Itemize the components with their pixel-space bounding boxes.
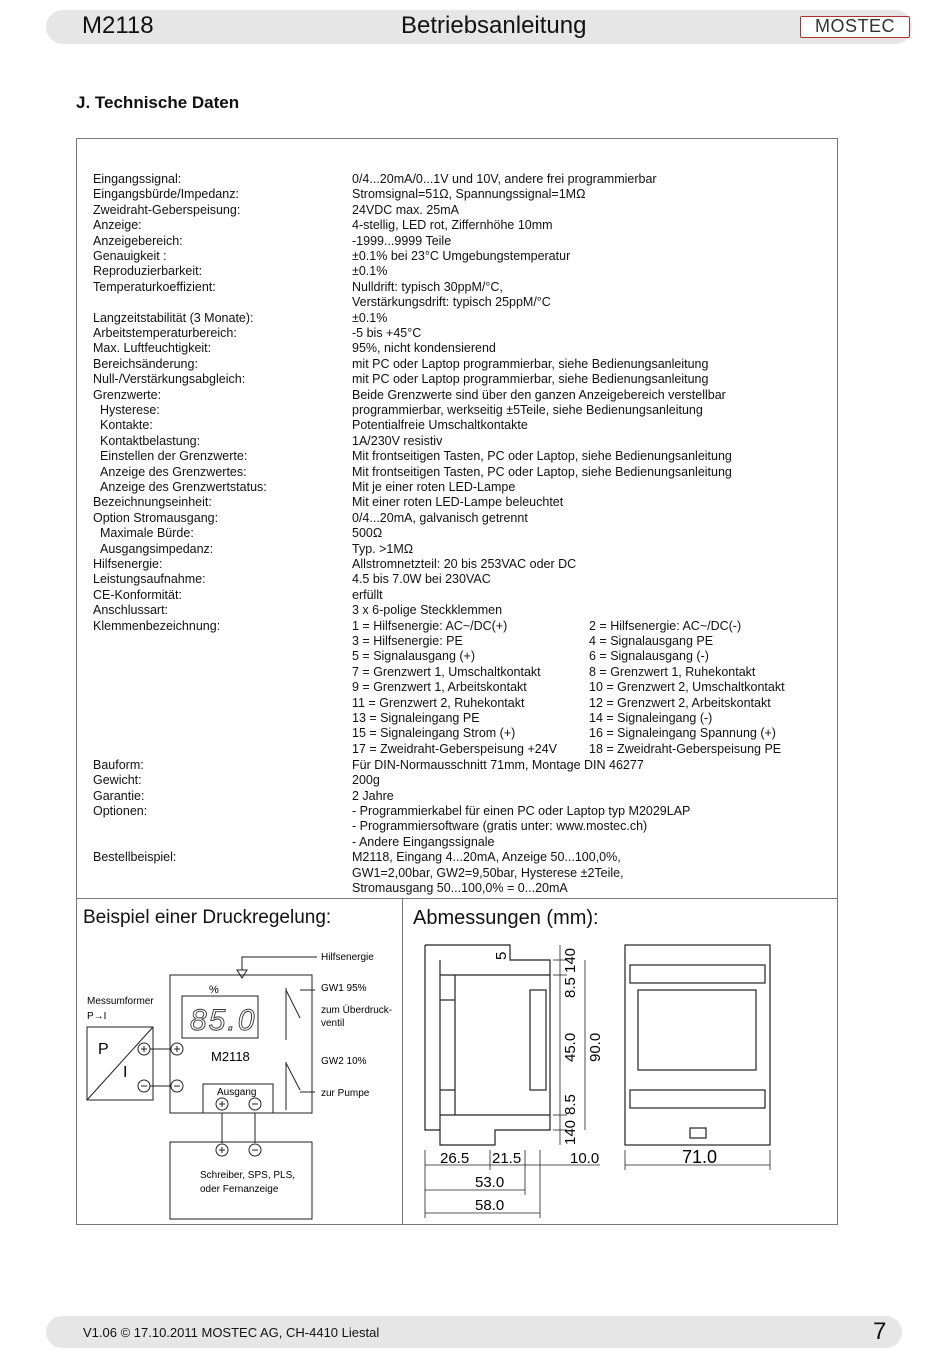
spec-label: Anschlussart:	[93, 603, 169, 618]
label-ausgang: Ausgang	[217, 1087, 257, 1098]
label-hilfsenergie: Hilfsenergie	[321, 952, 374, 963]
spec-label: Kontaktbelastung:	[100, 433, 201, 448]
terminal-right: 2 = Hilfsenergie: AC~/DC(-)	[589, 618, 742, 633]
spec-value: Stromsignal=51Ω, Spannungssignal=1MΩ	[352, 187, 586, 202]
dim-5: 5	[493, 951, 510, 960]
spec-value: - Andere Eingangssignale	[352, 834, 495, 849]
terminal-left: 15 = Signaleingang Strom (+)	[352, 726, 516, 741]
terminal-right: 14 = Signaleingang (-)	[589, 711, 713, 725]
spec-label: Zweidraht-Geberspeisung:	[93, 202, 241, 217]
header-model: M2118	[82, 12, 154, 39]
spec-value: programmierbar, werkseitig ±5Teile, siehe Bedienungsanleitung	[352, 403, 703, 417]
spec-value: -5 bis +45°C	[352, 326, 422, 340]
spec-value: Mit je einer roten LED-Lampe	[352, 480, 516, 494]
spec-label: Anzeige des Grenzwertstatus:	[100, 480, 267, 494]
dim-265: 26.5	[440, 1150, 470, 1167]
spec-label: Temperaturkoeffizient:	[93, 279, 216, 294]
spec-value: 200g	[352, 773, 380, 788]
label-model: M2118	[211, 1049, 250, 1064]
spec-value: ±0.1% bei 23°C Umgebungstemperatur	[352, 249, 571, 263]
spec-value: 4.5 bis 7.0W bei 230VAC	[352, 572, 491, 587]
terminal-right: 12 = Grenzwert 2, Arbeitskontakt	[589, 695, 771, 710]
spec-value: Stromausgang 50...100,0% = 0...20mA	[352, 880, 568, 895]
label-i: I	[123, 1064, 128, 1081]
section-title: J. Technische Daten	[76, 93, 240, 112]
spec-value: GW1=2,00bar, GW2=9,50bar, Hysterese ±2Teile,	[352, 865, 624, 880]
dim-85-top: 8.5	[562, 977, 579, 998]
dim-100: 10.0	[570, 1150, 600, 1167]
spec-value: M2118, Eingang 4...20mA, Anzeige 50...100,0%,	[352, 850, 621, 865]
dim-140-bottom: 140	[562, 1119, 579, 1145]
spec-value: Für DIN-Normausschnitt 71mm, Montage DIN 46277	[352, 757, 644, 772]
terminal-left: 13 = Signaleingang PE	[352, 711, 480, 725]
spec-value: -1999...9999 Teile	[352, 233, 452, 248]
terminal-left: 11 = Grenzwert 2, Ruhekontakt	[352, 695, 525, 710]
dim-530: 53.0	[475, 1174, 505, 1191]
terminal-right: 18 = Zweidraht-Geberspeisung PE	[589, 741, 782, 756]
dim-710: 71.0	[682, 1147, 718, 1167]
spec-label: Hilfsenergie:	[93, 557, 163, 571]
terminal-right: 16 = Signaleingang Spannung (+)	[589, 726, 776, 741]
spec-label: Max. Luftfeuchtigkeit:	[93, 341, 212, 356]
mostec-logo: MOSTEC	[800, 16, 910, 38]
spec-value: 2 Jahre	[352, 788, 394, 803]
spec-label: Genauigkeit :	[93, 249, 167, 263]
spec-label: Reproduzierbarkeit:	[93, 264, 203, 279]
terminal-right: 8 = Grenzwert 1, Ruhekontakt	[589, 664, 756, 679]
spec-label: Maximale Bürde:	[100, 526, 194, 541]
terminal-left: 7 = Grenzwert 1, Umschaltkontakt	[352, 664, 541, 679]
spec-value: Mit einer roten LED-Lampe beleuchtet	[352, 495, 564, 510]
spec-label: Langzeitstabilität (3 Monate):	[93, 310, 254, 325]
spec-value: 24VDC max. 25mA	[352, 202, 459, 217]
page-number: 7	[873, 1318, 887, 1345]
footer-text: V1.06 © 17.10.2011 MOSTEC AG, CH-4410 Liestal	[83, 1325, 380, 1340]
spec-label: Anzeigebereich:	[93, 233, 183, 248]
spec-value: Verstärkungsdrift: typisch 25ppM/°C	[352, 295, 551, 310]
terminal-left: 1 = Hilfsenergie: AC~/DC(+)	[352, 618, 508, 633]
dim-140-top: 140	[562, 947, 579, 973]
example-title: Beispiel einer Druckregelung:	[83, 907, 332, 928]
spec-label: Null-/Verstärkungsabgleich:	[93, 372, 246, 387]
dim-450: 45.0	[562, 1032, 579, 1062]
spec-label: Hysterese:	[100, 403, 160, 417]
spec-value: Beide Grenzwerte sind über den ganzen Anzeigebereich verstellbar	[352, 387, 726, 402]
dim-215: 21.5	[492, 1150, 522, 1167]
spec-label: Garantie:	[93, 788, 145, 803]
spec-value: Allstromnetzteil: 20 bis 253VAC oder DC	[352, 557, 577, 571]
frame-divider	[76, 898, 838, 899]
terminal-left: 17 = Zweidraht-Geberspeisung +24V	[352, 741, 557, 756]
terminal-right: 6 = Signalausgang (-)	[589, 649, 709, 664]
spec-label: Anzeige:	[93, 218, 142, 233]
spec-label: Gewicht:	[93, 773, 142, 788]
spec-value: mit PC oder Laptop programmierbar, siehe Bedienungsanleitung	[352, 372, 709, 387]
header-title: Betriebsanleitung	[401, 12, 587, 39]
spec-value: Potentialfreie Umschaltkontakte	[352, 418, 528, 433]
label-schreiber: Schreiber, SPS, PLS,	[200, 1170, 296, 1181]
label-ueberdruck: zum Überdruck-	[321, 1005, 393, 1016]
dim-85-bottom: 8.5	[562, 1094, 579, 1115]
dim-580: 58.0	[475, 1197, 505, 1214]
terminal-right: 10 = Grenzwert 2, Umschaltkontakt	[589, 680, 785, 695]
dimension-drawing	[403, 935, 837, 1225]
spec-value: - Programmierkabel für einen PC oder Laptop typ M2029LAP	[352, 803, 691, 818]
spec-label: Anzeige des Grenzwertes:	[100, 464, 247, 479]
terminal-right: 4 = Signalausgang PE	[589, 634, 714, 648]
spec-value: 3 x 6-polige Steckklemmen	[352, 603, 503, 618]
spec-value: 95%, nicht kondensierend	[352, 341, 496, 356]
label-ventil: ventil	[321, 1018, 345, 1029]
terminal-left: 3 = Hilfsenergie: PE	[352, 634, 463, 648]
label-percent: %	[209, 984, 219, 996]
label-pumpe: zur Pumpe	[321, 1088, 370, 1099]
spec-label: Eingangsbürde/Impedanz:	[93, 187, 239, 202]
terminal-left: 9 = Grenzwert 1, Arbeitskontakt	[352, 680, 527, 695]
terminals-label: Klemmenbezeichnung:	[93, 618, 221, 633]
label-gw1: GW1 95%	[321, 983, 367, 994]
dimensions-title: Abmessungen (mm):	[413, 907, 599, 929]
dim-900: 90.0	[587, 1032, 604, 1062]
spec-value: Typ. >1MΩ	[352, 541, 414, 556]
spec-label: Optionen:	[93, 803, 148, 818]
spec-value: 1A/230V resistiv	[352, 433, 443, 448]
spec-label: CE-Konformität:	[93, 587, 182, 602]
spec-label: Eingangssignal:	[93, 172, 182, 186]
wiring-diagram	[77, 935, 402, 1225]
spec-value: ±0.1%	[352, 310, 388, 325]
terminal-left: 5 = Signalausgang (+)	[352, 649, 476, 664]
spec-label: Option Stromausgang:	[93, 510, 219, 525]
spec-label: Leistungsaufnahme:	[93, 572, 206, 587]
spec-label: Bereichsänderung:	[93, 356, 198, 371]
spec-value: 4-stellig, LED rot, Ziffernhöhe 10mm	[352, 218, 553, 233]
label-fernanzeige: oder Fernanzeige	[200, 1184, 279, 1195]
spec-label: Ausgangsimpedanz:	[100, 541, 214, 556]
spec-value: ±0.1%	[352, 264, 388, 279]
spec-value: Mit frontseitigen Tasten, PC oder Laptop, siehe Bedienungsanleitung	[352, 464, 732, 479]
spec-label: Grenzwerte:	[93, 387, 162, 402]
spec-label: Arbeitstemperaturbereich:	[93, 326, 237, 340]
spec-value: 0/4...20mA/0...1V und 10V, andere frei programmierbar	[352, 172, 657, 186]
spec-label: Bezeichnungseinheit:	[93, 495, 212, 510]
spec-value: mit PC oder Laptop programmierbar, siehe Bedienungsanleitung	[352, 356, 709, 371]
label-p-to-i: P→I	[87, 1011, 107, 1022]
spec-value: 0/4...20mA, galvanisch getrennt	[352, 510, 528, 525]
spec-value: erfüllt	[352, 587, 383, 602]
label-messumformer: Messumformer	[87, 996, 154, 1007]
spec-value: Mit frontseitigen Tasten, PC oder Laptop, siehe Bedienungsanleitung	[352, 449, 732, 464]
spec-label: Kontakte:	[100, 418, 153, 433]
display-readout: 85.0	[190, 1004, 257, 1037]
spec-label: Einstellen der Grenzwerte:	[100, 449, 248, 464]
label-p: P	[98, 1041, 109, 1058]
label-gw2: GW2 10%	[321, 1056, 367, 1067]
spec-label: Bestellbeispiel:	[93, 850, 177, 865]
spec-value: 500Ω	[352, 526, 383, 541]
spec-value: - Programmiersoftware (gratis unter: www.mostec.ch)	[352, 819, 648, 834]
spec-value: Nulldrift: typisch 30ppM/°C,	[352, 279, 503, 294]
spec-label: Bauform:	[93, 757, 144, 772]
